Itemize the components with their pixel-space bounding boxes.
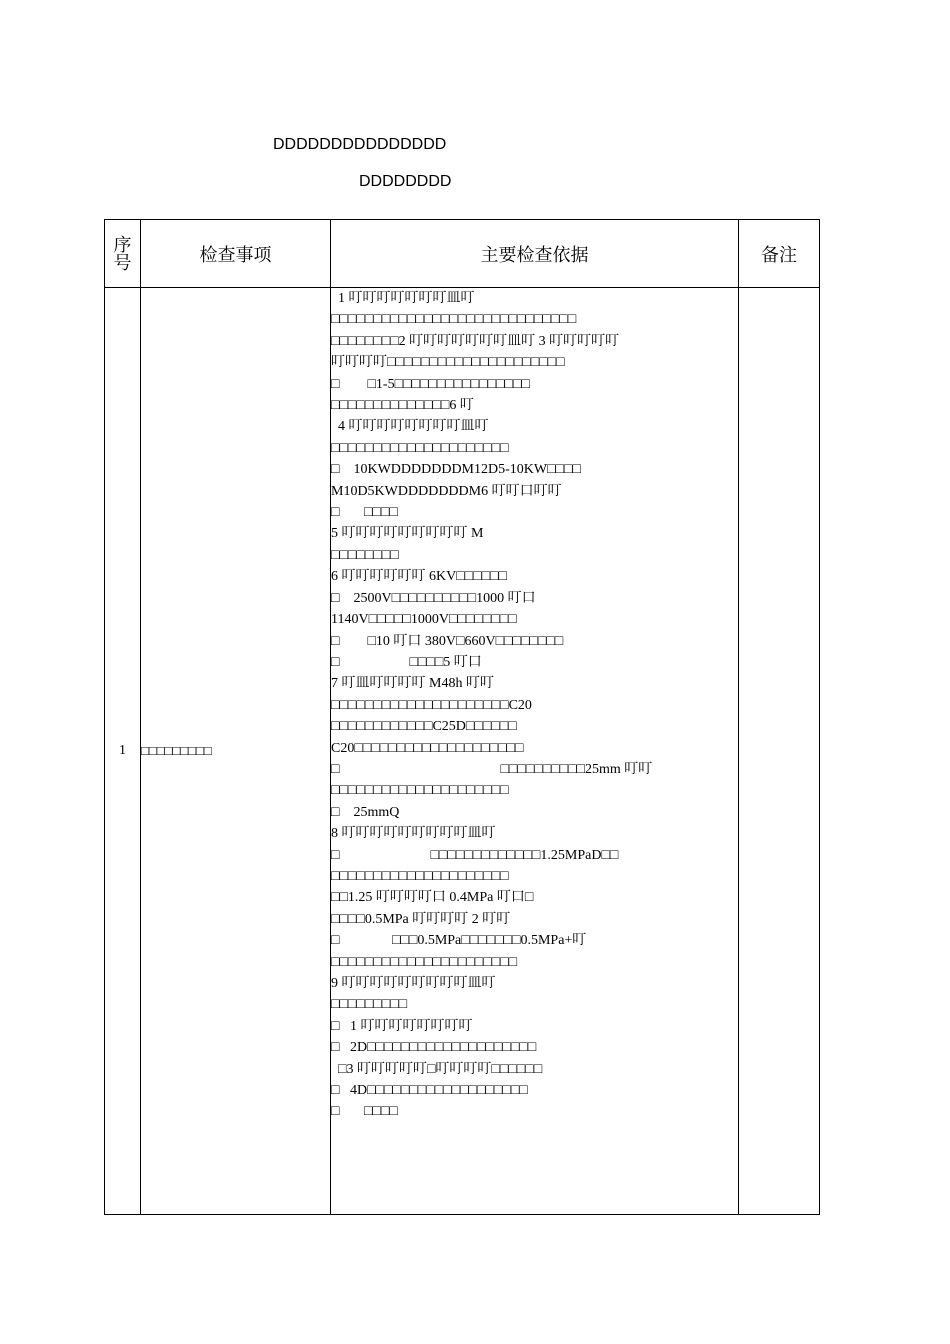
header-seq-top: 序 (113, 234, 132, 255)
basis-line: □□□□□□□□□□□□□□□□□□□□□ (331, 868, 509, 884)
table-row (105, 288, 820, 1215)
basis-line: □□□□□□□□□□□□C25D□□□□□□ (331, 719, 517, 735)
table-header-row (105, 220, 820, 288)
basis-line: □□□□□□□□ (331, 547, 399, 563)
basis-line: □ 25mmQ (331, 804, 400, 820)
basis-line: □ □□□□ (331, 1104, 398, 1120)
basis-line: □ 2D□□□□□□□□□□□□□□□□□□□□ (331, 1040, 537, 1056)
basis-line: □□1.25 叮叮叮叮口 0.4MPa 叮口□ (331, 890, 534, 906)
basis-line: □ □□□□ (331, 505, 398, 521)
header-note: 备注 (739, 220, 820, 288)
basis-line: □ □□□□5 叮口 (331, 654, 482, 670)
basis-line: □ 2500V□□□□□□□□□□1000 叮口 (331, 590, 536, 606)
basis-line: C20□□□□□□□□□□□□□□□□□□□□ (331, 740, 524, 756)
document-subtitle: DDDDDDDD (359, 173, 452, 190)
basis-line: □□□□□□□□□□□□□□□□□□□□□ (331, 440, 509, 456)
header-seq (105, 220, 141, 288)
basis-line: □ □□□0.5MPa□□□□□□□0.5MPa+叮 (331, 933, 587, 949)
basis-line: □ □□□□□□□□□□25mm 叮叮 (331, 761, 653, 777)
basis-line: 8 叮叮叮叮叮叮叮叮叮皿叮 (331, 826, 496, 842)
inspection-table (104, 219, 820, 1215)
basis-line: □□□□□□□□□□□□□□□□□□□□□□ (331, 954, 518, 970)
header-item: 检查事项 (141, 220, 331, 288)
row-seq: 1 (105, 288, 141, 1215)
basis-line: □□□□□□□□□□□□□□□□□□□□□ (331, 783, 509, 799)
header-basis: 主要检查依据 (331, 220, 739, 288)
basis-line: □ 10KWDDDDDDDM12D5-10KW□□□□ (331, 462, 581, 478)
row-note (739, 288, 820, 1215)
basis-line: □□□□0.5MPa 叮叮叮叮 2 叮叮 (331, 911, 511, 927)
basis-line: □ 1 叮叮叮叮叮叮叮叮 (331, 1018, 473, 1034)
basis-line: □ □1-5□□□□□□□□□□□□□□□□ (331, 376, 530, 392)
basis-line: □□□□□□□□□□□□□□6 叮 (331, 398, 474, 414)
basis-line: □ □10 叮口 380V□660V□□□□□□□□ (331, 633, 564, 649)
header-seq-bottom: 号 (113, 252, 132, 273)
basis-line: 1 叮叮叮叮叮叮叮皿叮 (331, 291, 475, 306)
basis-line: 5 叮叮叮叮叮叮叮叮叮 M (331, 526, 484, 542)
basis-line: 7 叮皿叮叮叮叮 M48h 叮叮 (331, 676, 494, 692)
row-item: □□□□□□□□□ (141, 288, 331, 1215)
row-basis (331, 288, 739, 1215)
basis-line: □□□□□□□□□□□□□□□□□□□□□□□□□□□□□ (331, 312, 577, 328)
basis-line: □ □□□□□□□□□□□□□1.25MPaD□□ (331, 847, 619, 863)
basis-line: □3 叮叮叮叮叮□叮叮叮叮□□□□□□ (331, 1061, 543, 1077)
basis-line: 9 叮叮叮叮叮叮叮叮叮皿叮 (331, 976, 496, 991)
basis-line: □□□□□□□□2 叮叮叮叮叮叮叮皿叮 3 叮叮叮叮叮 (331, 333, 620, 349)
basis-line: 1140V□□□□□1000V□□□□□□□□ (331, 612, 517, 628)
document-title: DDDDDDDDDDDDDDD (273, 136, 447, 153)
basis-line: □□□□□□□□□□□□□□□□□□□□□C20 (331, 697, 532, 713)
basis-line: 叮叮叮叮□□□□□□□□□□□□□□□□□□□□□ (331, 355, 565, 371)
basis-line: 6 叮叮叮叮叮叮 6KV□□□□□□ (331, 569, 507, 585)
basis-line: □ 4D□□□□□□□□□□□□□□□□□□□ (331, 1083, 528, 1099)
basis-line: M10D5KWDDDDDDDM6 叮叮口叮叮 (331, 483, 562, 499)
basis-line: □□□□□□□□□ (331, 997, 408, 1013)
basis-lines (331, 288, 738, 1123)
basis-line: 4 叮叮叮叮叮叮叮叮皿叮 (331, 419, 489, 435)
